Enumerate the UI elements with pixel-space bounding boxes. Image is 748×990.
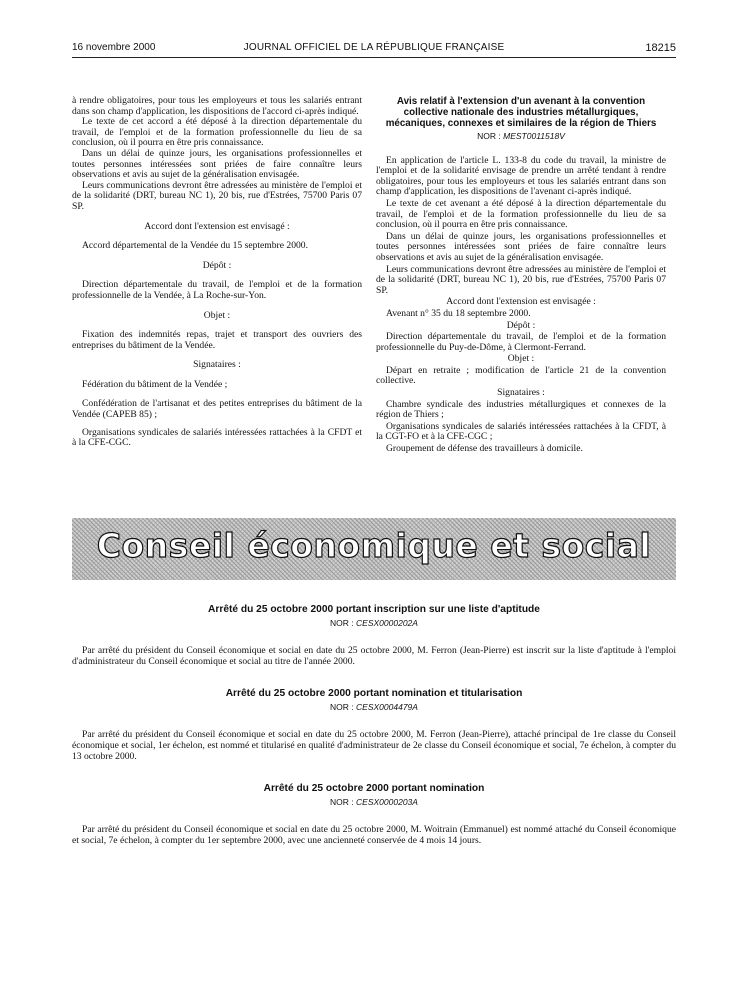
nor-label: NOR : [330, 797, 354, 807]
objet-label: Objet : [203, 309, 231, 321]
signataire: Organisations syndicales de salariés intéressées rattachées à la CFDT et à la CFE-CGC. [72, 426, 362, 449]
decree-section [72, 688, 676, 762]
right-column [376, 96, 666, 455]
nor-label: NOR : [477, 131, 501, 141]
depot-value: Direction départementale du travail, de l'emploi et de la formation professionnelle du Puy-de-Dôme, à Clermont-Ferrand. [376, 331, 666, 353]
paragraph: Dans un délai de quinze jours, les organisations professionnelles et toutes personnes intéressées sont priées de faire connaître leurs observations et avis au sujet de la généralisation envisagée. [72, 147, 362, 181]
decree-body: Par arrêté du président du Conseil économique et social en date du 25 octobre 2000, M. Woitrain (Emmanuel) est nommé attaché du Conseil économique et social, 7e échelon, à compter du 1er septembre 2000, avec une ancienneté conservée de 4 mois 14 jours. [72, 824, 676, 846]
depot-label: Dépôt : [506, 319, 536, 331]
decree-section [72, 783, 676, 846]
signataire: Organisations syndicales de salariés intéressées rattachées à la CFDT, à la CGT-FO et à la CFE-CGC ; [376, 420, 666, 443]
avis-title: Avis relatif à l'extension d'un avenant à la convention collective nationale des industries métallurgiques, mécaniques, connexes et similaires de la région de Thiers [385, 96, 657, 129]
objet-value: Départ en retraite ; modification de l'article 21 de la convention collective. [376, 364, 666, 387]
nor-label: NOR : [330, 618, 354, 628]
nor-label: NOR : [330, 702, 354, 712]
nor-reference [376, 131, 666, 142]
decree-title: Arrêté du 25 octobre 2000 portant nomination [263, 783, 485, 794]
nor-reference [72, 618, 676, 629]
objet-value: Fixation des indemnités repas, trajet et transport des ouvriers des entreprises du bâtiment de la Vendée. [72, 329, 362, 351]
decree-title: Arrêté du 25 octobre 2000 portant nomination et titularisation [225, 688, 523, 699]
header-rule [72, 57, 676, 58]
paragraph: Le texte de cet avenant a été déposé à la direction départementale du travail, de l'emploi et de la formation professionnelle du lieu de sa conclusion, où il pourra en être pris connaissance. [376, 197, 666, 231]
accord-value: Avenant n° 35 du 18 septembre 2000. [386, 307, 531, 319]
decree-section [72, 604, 676, 667]
signataires-label: Signataires : [497, 387, 545, 399]
banner-title: Conseil économique et social [96, 526, 652, 565]
nor-reference [72, 797, 676, 808]
paragraph: Leurs communications devront être adressées au ministère de l'emploi et de la solidarité (DRT, bureau NC 1), 20 bis, rue d'Estrées, 75700 Paris 07 SP. [376, 263, 666, 296]
signataire: Confédération de l'artisanat et des petites entreprises du bâtiment de la Vendée (CAPEB 85) ; [72, 398, 362, 421]
page-number: 18215 [645, 42, 676, 54]
nor-code: MEST0011518V [503, 131, 565, 141]
nor-code: CESX0004479A [356, 702, 418, 712]
signataire: Fédération du bâtiment de la Vendée ; [82, 378, 228, 390]
accord-value: Accord départemental de la Vendée du 15 septembre 2000. [82, 240, 308, 252]
left-column [72, 96, 362, 449]
decree-body: Par arrêté du président du Conseil économique et social en date du 25 octobre 2000, M. Ferron (Jean-Pierre), attaché principal de 1re classe du Conseil économique et social, 1er échelon, est nommé et titularisé en qualité d'administrateur de 2e classe du Conseil économique et social, 7e échelon, à compter du 13 octobre 2000. [72, 729, 676, 762]
paragraph: Dans un délai de quinze jours, les organisations professionnelles et toutes personnes intéressées sont priées de faire connaître leurs observations et avis au sujet de la généralisation envisagée. [376, 230, 666, 263]
signataires-label: Signataires : [193, 359, 241, 371]
nor-code: CESX0000203A [356, 797, 418, 807]
paragraph: En application de l'article L. 133-8 du code du travail, la ministre de l'emploi et de la solidarité envisage de prendre un arrêté tendant à rendre obligatoires, pour tous les employeurs et tous les salariés entrant dans son champ d'application, les dispositions de l'avenant ci-après indiqué. [376, 154, 666, 198]
nor-code: CESX0000202A [356, 618, 418, 628]
section-banner [72, 518, 676, 580]
accord-label: Accord dont l'extension est envisagée : [446, 296, 596, 308]
page-header [72, 42, 676, 56]
signataire: Groupement de défense des travailleurs à domicile. [386, 443, 583, 455]
signataire: Chambre syndicale des industries métallurgiques et connexes de la région de Thiers ; [376, 398, 666, 421]
paragraph: Leurs communications devront être adressées au ministère de l'emploi et de la solidarité (DRT, bureau NC 1), 20 bis, rue d'Estrées, 75700 Paris 07 SP. [72, 179, 362, 212]
accord-label: Accord dont l'extension est envisagé : [144, 220, 290, 232]
paragraph: à rendre obligatoires, pour tous les employeurs et tous les salariés entrant dans son champ d'application, les dispositions de l'accord ci-après indiqué. [72, 95, 362, 117]
depot-label: Dépôt : [202, 259, 232, 271]
decree-title: Arrêté du 25 octobre 2000 portant inscription sur une liste d'aptitude [208, 604, 540, 615]
decree-body: Par arrêté du président du Conseil économique et social en date du 25 octobre 2000, M. Ferron (Jean-Pierre) est inscrit sur la liste d'aptitude à l'emploi d'administrateur du Conseil économique et social au titre de l'année 2000. [72, 645, 676, 667]
paragraph: Le texte de cet accord a été déposé à la direction départementale du travail, de l'emploi et de la formation professionnelle du lieu de sa conclusion, où il pourra en être pris connaissance. [72, 116, 362, 149]
nor-reference [72, 702, 676, 713]
objet-label: Objet : [507, 353, 535, 365]
depot-value: Direction départementale du travail, de l'emploi et de la formation professionnelle de la Vendée, à La Roche-sur-Yon. [72, 279, 362, 301]
header-date: 16 novembre 2000 [72, 42, 156, 53]
journal-title: JOURNAL OFFICIEL DE LA RÉPUBLIQUE FRANÇAISE [243, 42, 505, 53]
